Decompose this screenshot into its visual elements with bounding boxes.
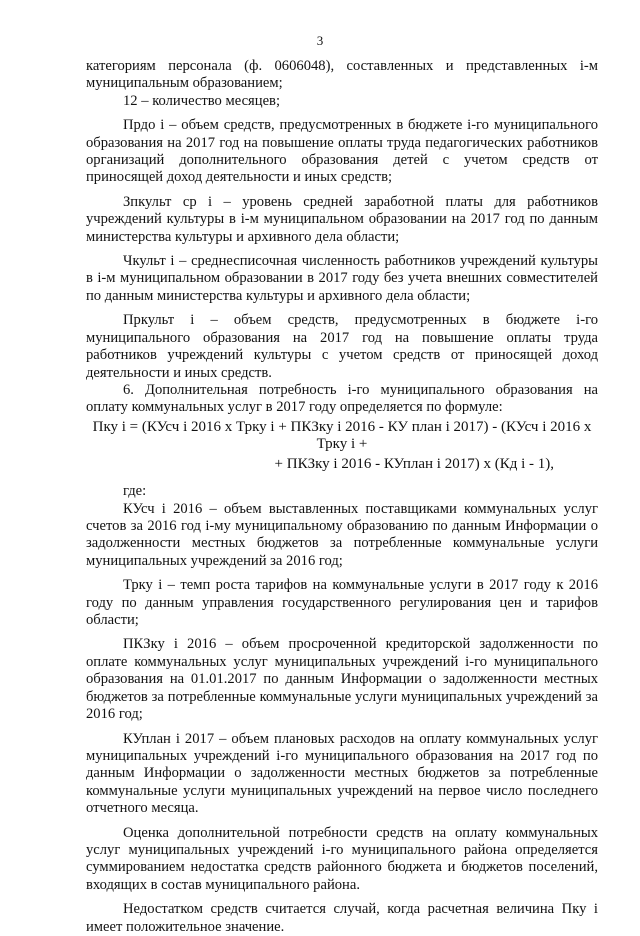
where-label: где: <box>123 483 147 500</box>
definition-paragraph: Оценка дополнительной потребности средств на оплату коммунальных услуг муниципальных учреждений i-го муниципального района определяется суммированием недостатка средств районного бюджета и бюджетов поселений, входящих в состав муниципального района. <box>86 824 598 893</box>
paragraph: 6. Дополнительная потребность i-го муниципального образования на оплату коммунальных услуг в 2017 году определяется по формуле: <box>86 381 598 416</box>
paragraph: категориям персонала (ф. 0606048), составленных и представленных i-м муниципальным образованием; <box>86 58 598 92</box>
formula-line-2: + ПКЗку i 2016 - КУплан i 2017) х (Кд i - 1), <box>274 455 554 472</box>
definition-paragraph: Трку i – темп роста тарифов на коммунальные услуги в 2017 году к 2016 году по данным управления государственного регулирования цен и тарифов области; <box>86 577 598 629</box>
formula-line-1: Пку i = (КУсч i 2016 х Трку i + ПКЗку i 2016 - КУ план i 2017) - (КУсч i 2016 х Трку i + <box>92 418 592 453</box>
paragraph: Зпкульт ср i – уровень средней заработной платы для работников учреждений культуры в i-м муниципальном образовании на 2017 год по данным министерства культуры и архивного дела области; <box>86 193 598 245</box>
definition-paragraph: КУплан i 2017 – объем плановых расходов на оплату коммунальных услуг муниципальных учреждений i-го муниципального образования на 2017 год по данным Информации о задолженности местных бюджетов за потребленные коммунальные услуги муниципальных учреждений на первое число последнего отчетного месяца. <box>86 730 598 817</box>
document-body <box>86 58 598 936</box>
paragraph: Пркульт i – объем средств, предусмотренных в бюджете i-го муниципального образования на 2017 год на повышение оплаты труда работников учреждений культуры с учетом средств от приносящей доход деятельности и иных средств. <box>86 312 598 381</box>
definition-paragraph: ПКЗку i 2016 – объем просроченной кредиторской задолженности по оплате коммунальных услуг муниципальных учреждений i-го муниципального образования на 01.01.2017 по данным Информации о задолженности местных бюджетов за потребленные коммунальные услуги муниципальных учреждений за 2016 год; <box>86 636 598 723</box>
paragraph: 12 – количество месяцев; <box>123 92 281 109</box>
page-number: 3 <box>316 33 324 48</box>
definition-paragraph: КУсч i 2016 – объем выставленных поставщиками коммунальных услуг счетов за 2016 год i-му муниципальному образованию по данным Информации о задолженности местных бюджетов за потребленные коммунальные услуги муниципальных учреждений за 2016 год; <box>86 500 598 569</box>
definition-paragraph: Недостатком средств считается случай, когда расчетная величина Пку i имеет положительное значение. <box>86 901 598 935</box>
paragraph: Прдо i – объем средств, предусмотренных в бюджете i-го муниципального образования на 2017 год на повышение оплаты труда педагогических работников организаций дополнительного образования детей с учетом средств от приносящей доход деятельности и иных средств; <box>86 117 598 186</box>
paragraph: Чкульт i – среднесписочная численность работников учреждений культуры в i-м муниципальном образовании в 2017 году без учета внешних совместителей по данным министерства культуры и архивного дела области; <box>86 253 598 304</box>
